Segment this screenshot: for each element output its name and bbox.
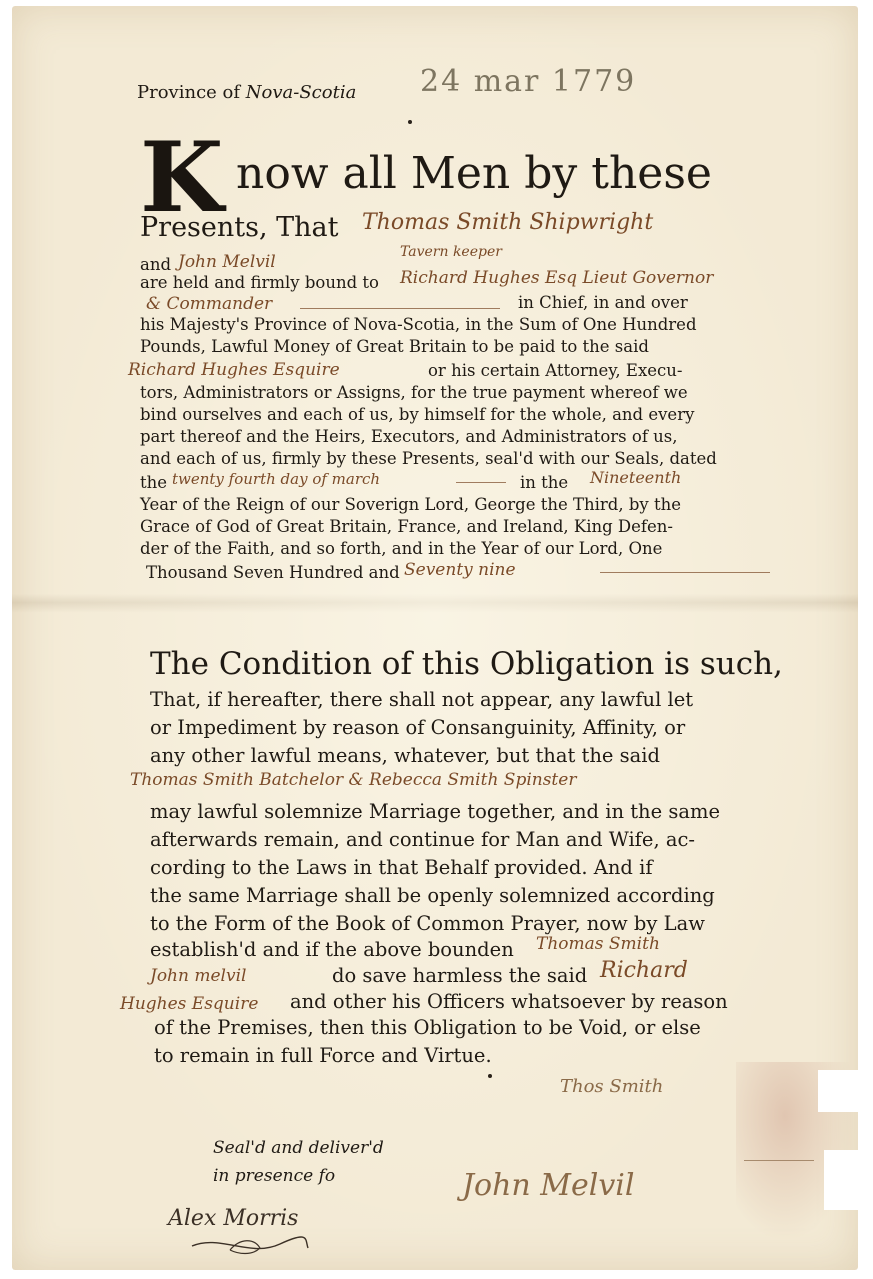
ink-dot (488, 1074, 492, 1078)
condition-heading: The Condition of this Obligation is such, (150, 646, 783, 682)
fill-line (456, 482, 506, 483)
condition-line: and other his Officers whatsoever by reason (290, 990, 728, 1013)
bond-line: bind ourselves and each of us, by himself for the whole, and every (140, 405, 695, 424)
condition-line: to the Form of the Book of Common Prayer, now by Law (150, 912, 705, 935)
condition-line: afterwards remain, and continue for Man and Wife, ac- (150, 828, 695, 851)
bond-line: and each of us, firmly by these Presents, seal'd with our Seals, dated (140, 449, 717, 468)
province-prefix: Province of (137, 82, 241, 103)
fill-line (300, 308, 500, 309)
bounden-name: Thomas Smith (536, 934, 660, 954)
bond-line: Thousand Seven Hundred and (146, 563, 400, 582)
bond-line: in Chief, in and over (518, 293, 688, 312)
obligee-short-2: Hughes Esquire (120, 994, 259, 1014)
seal-line (744, 1160, 814, 1161)
bond-line: his Majesty's Province of Nova-Scotia, in the Sum of One Hundred (140, 315, 697, 334)
condition-line: That, if hereafter, there shall not appear, any lawful let (150, 688, 694, 711)
obligee-again: Richard Hughes Esquire (128, 360, 340, 380)
condition-line: any other lawful means, whatever, but that the said (150, 744, 660, 767)
bond-line: or his certain Attorney, Execu- (428, 361, 683, 380)
condition-line: cording to the Laws in that Behalf provided. And if (150, 856, 653, 879)
condition-line: may lawful solemnize Marriage together, and in the same (150, 800, 721, 823)
the-word: the (140, 473, 168, 492)
paper-notch (824, 1150, 873, 1210)
ink-dot (408, 120, 412, 124)
principal-name: Thomas Smith Shipwright (362, 210, 654, 235)
condition-line: to remain in full Force and Virtue. (154, 1044, 492, 1067)
and-word: and (140, 255, 172, 274)
regnal-year: Nineteenth (590, 468, 682, 487)
bounden-name-2: John melvil (150, 966, 247, 986)
date-annotation: 24 mar 1779 (420, 64, 637, 99)
condition-line: the same Marriage shall be openly solemnized according (150, 884, 715, 907)
signer-2-signature: John Melvil (462, 1168, 635, 1203)
signature-flourish (190, 1232, 310, 1258)
condition-line: of the Premises, then this Obligation to be Void, or else (154, 1016, 701, 1039)
obligee-name: Richard Hughes Esq Lieut Governor (400, 268, 714, 288)
held-bound: are held and firmly bound to (140, 273, 379, 292)
bond-line: Grace of God of Great Britain, France, and Ireland, King Defen- (140, 517, 673, 536)
couple-names: Thomas Smith Batchelor & Rebecca Smith Spinster (130, 770, 577, 790)
province-name: Nova-Scotia (245, 82, 357, 103)
witness-label-1: Seal'd and deliver'd (213, 1138, 384, 1158)
province-line (137, 82, 356, 103)
condition-line: do save harmless the said (332, 964, 588, 987)
witness-label-2: in presence fo (213, 1166, 336, 1186)
drop-initial: K (140, 121, 224, 234)
bond-line: Year of the Reign of our Soverign Lord, George the Third, by the (140, 495, 681, 514)
signer-1-signature: Thos Smith (560, 1076, 664, 1097)
bond-heading: now all Men by these (236, 148, 712, 199)
bond-line: Pounds, Lawful Money of Great Britain to be paid to the said (140, 337, 649, 356)
presents-that: Presents, That (140, 212, 339, 243)
surety-name: John Melvil (178, 252, 276, 272)
in-the: in the (520, 473, 569, 492)
obligee-cont: & Commander (146, 294, 273, 314)
year-written: Seventy nine (404, 560, 516, 580)
condition-line: establish'd and if the above bounden (150, 938, 514, 961)
fill-line (600, 572, 770, 573)
bond-line: der of the Faith, and so forth, and in the Year of our Lord, One (140, 539, 663, 558)
condition-line: or Impediment by reason of Consanguinity, Affinity, or (150, 716, 686, 739)
day-written: twenty fourth day of march (172, 470, 381, 488)
paper-notch (818, 1070, 873, 1112)
bond-line: part thereof and the Heirs, Executors, and Administrators of us, (140, 427, 678, 446)
witness-signature: Alex Morris (168, 1206, 299, 1231)
bond-line: tors, Administrators or Assigns, for the true payment whereof we (140, 383, 688, 402)
surety-trade: Tavern keeper (400, 244, 502, 260)
obligee-short: Richard (600, 958, 688, 983)
